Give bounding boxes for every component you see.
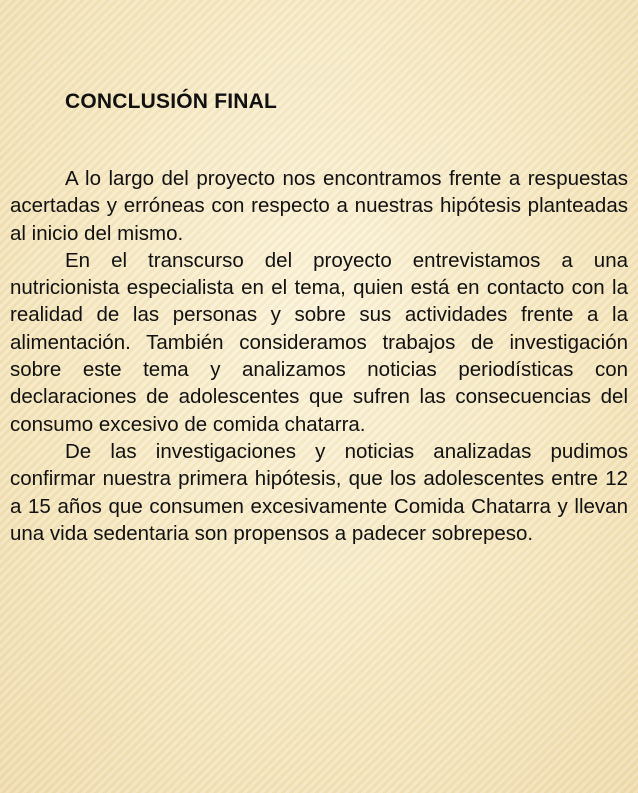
body-text (10, 165, 628, 547)
paragraph-3: De las investigaciones y noticias analizadas pudimos confirmar nuestra primera hipótesis, que los adolescentes entre 12 a 15 años que consumen excesivamente Comida Chatarra y llevan una vida sedentaria son propensos a padecer sobrepeso. (10, 439, 628, 545)
page-title: CONCLUSIÓN FINAL (65, 90, 278, 113)
paragraph-2: En el transcurso del proyecto entrevistamos a una nutricionista especialista en el tema, quien está en contacto con la realidad de las personas y sobre sus actividades frente a la alimentación. También consideramos trabajos de investigación sobre este tema y analizamos noticias periodísticas con declaraciones de adolescentes que sufren las consecuencias del consumo excesivo de comida chatarra. (10, 248, 628, 436)
paragraph-1: A lo largo del proyecto nos encontramos frente a respuestas acertadas y erróneas con respecto a nuestras hipótesis planteadas al inicio del mismo. (10, 167, 628, 245)
